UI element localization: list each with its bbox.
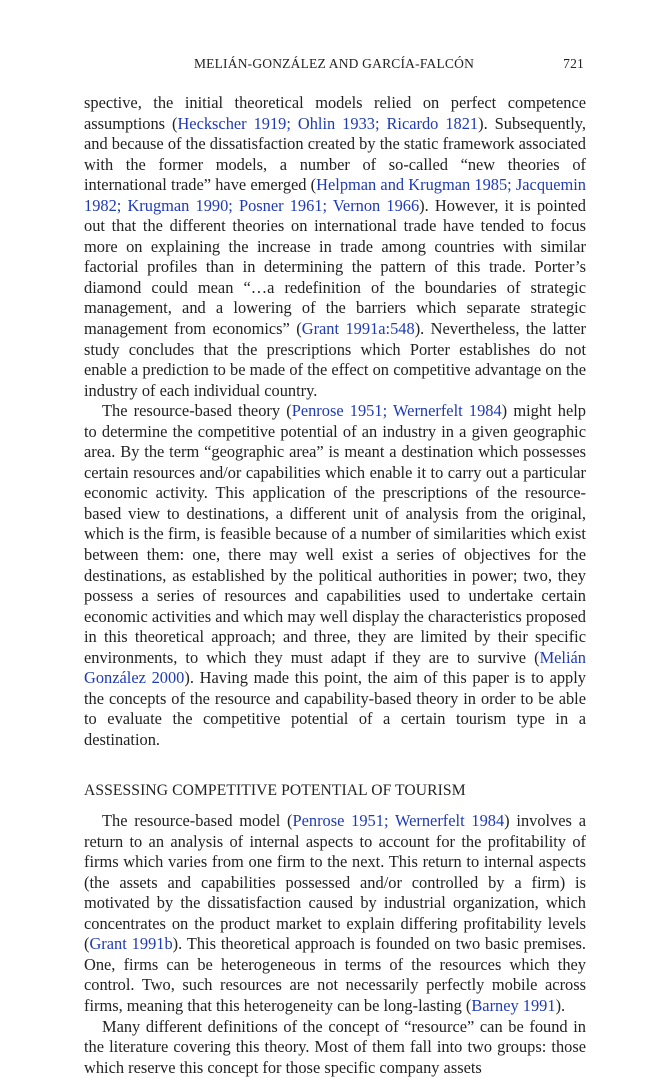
page-number: 721 <box>563 56 584 71</box>
text-run: ) might help to determine the competitive potential of an industry in a given geographic area. By the term “geographic area” is meant a destination which possesses certain resources and/or capabilities which enable it to carry out a particular economic activity. This application of the prescriptions of the resource-based view to destinations, a different unit of analysis from the original, which is the firm, is feasible because of a number of similarities which exist between them: one, there may well exist a series of objectives for the destinations, as established by the political authorities in power; two, they possess a series of resources and capabilities used to undertake certain economic activities and which may well display the characteristics proposed in this theoretical approach; and three, they are limited by their specific environments, to which they must adapt if they are to survive ( <box>84 401 586 667</box>
citation-link[interactable]: Penrose 1951; Wernerfelt 1984 <box>291 401 502 421</box>
paragraph <box>84 93 586 401</box>
text-run: ). This theoretical approach is founded on two basic premises. One, firms can be heterogeneous in terms of the resources which they control. Two, such resources are not necessarily perfectly mobile across firms, meaning that this heterogeneity can be long-lasting ( <box>84 934 586 1015</box>
citation-link[interactable]: Melián González 2000 <box>84 647 586 688</box>
running-head: MELIÁN-GONZÁLEZ AND GARCÍA-FALCÓN <box>193 56 475 71</box>
text-run: ). Having made this point, the aim of this paper is to apply the concepts of the resource and capability-based theory in order to be able to evaluate the competitive potential of a certain tourism type in a destination. <box>84 668 586 749</box>
intro-paragraphs <box>84 93 586 751</box>
citation-link[interactable]: Grant 1991b <box>89 934 173 954</box>
citation-link[interactable]: Helpman and Krugman 1985; Jacquemin 1982; Krugman 1990; Posner 1961; Vernon 1966 <box>84 175 586 215</box>
citation-link[interactable]: Heckscher 1919; Ohlin 1933; Ricardo 1821 <box>177 113 479 133</box>
paragraph <box>84 1017 586 1078</box>
text-run: spective, the initial theoretical models relied on perfect competence assumptions ( <box>84 93 586 133</box>
citation-link[interactable]: Grant 1991a:548 <box>301 319 415 339</box>
text-run: The resource-based model ( <box>102 811 293 831</box>
text-run: ). <box>555 995 566 1015</box>
text-run: The resource-based theory ( <box>102 401 292 421</box>
paragraph <box>84 811 586 1016</box>
section-heading: ASSESSING COMPETITIVE POTENTIAL OF TOURISM <box>84 781 466 799</box>
text-run: Many different definitions of the concept of “resource” can be found in the literature covering this theory. Most of them fall into two groups: those which reserve this concept for those specific company assets <box>84 1016 586 1077</box>
page-header <box>84 56 584 76</box>
citation-link[interactable]: Penrose 1951; Wernerfelt 1984 <box>292 811 505 831</box>
citation-link[interactable]: Barney 1991 <box>471 995 556 1015</box>
text-run: ). However, it is pointed out that the different theories on international trade have tended to focus more on explaining the increase in trade among countries with similar factorial profiles than in determining the pattern of this trade. Porter’s diamond could mean “…a redefinition of the boundaries of strategic management, and a lowering of the barriers which separate strategic management from economics” ( <box>84 195 586 339</box>
text-run: ). Subsequently, and because of the dissatisfaction created by the static framework associated with the former models, a number of so-called “new theories of international trade” have emerged ( <box>84 113 586 195</box>
text-run: ). Nevertheless, the latter study concludes that the prescriptions which Porter establishes do not enable a prediction to be made of the effect on competitive advantage on the industry of each individual country. <box>84 319 586 400</box>
text-run: ) involves a return to an analysis of internal aspects to account for the profitability of firms which varies from one firm to the next. This return to internal aspects (the assets and capabilities possessed and/or controlled by a firm) is motivated by the dissatisfaction caused by industrial organization, which concentrates on the product market to explain differing profitability levels ( <box>84 811 586 954</box>
paragraph <box>84 401 586 750</box>
article-body <box>84 93 586 1078</box>
section-paragraphs <box>84 811 586 1078</box>
